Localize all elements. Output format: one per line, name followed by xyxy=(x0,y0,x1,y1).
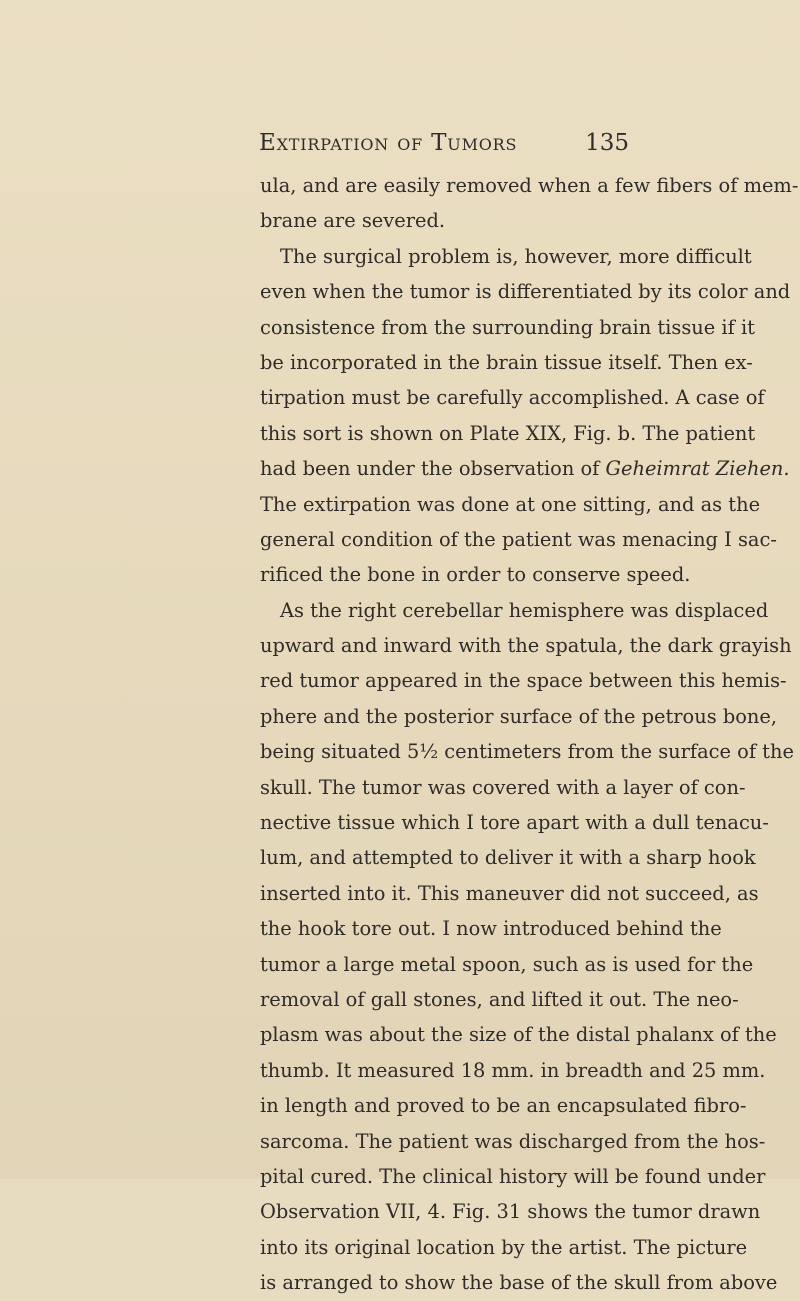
text-line: upward and inward with the spatula, the dark grayish xyxy=(260,634,792,658)
text-line: thumb. It measured 18 mm. in breadth and 25 mm. xyxy=(260,1058,766,1082)
paragraph-2 xyxy=(260,239,791,593)
paragraph-3 xyxy=(260,593,794,1301)
text-line: is arranged to show the base of the skull from above xyxy=(260,1271,778,1295)
text-line: plasm was about the size of the distal phalanx of the xyxy=(260,1023,777,1047)
text-line: rificed the bone in order to conserve speed. xyxy=(260,563,691,587)
text-line: ula, and are easily removed when a few fibers of mem- xyxy=(260,174,799,197)
text-line: skull. The tumor was covered with a layer of con- xyxy=(260,775,746,799)
text-run: had been under the observation of xyxy=(260,457,606,481)
italic-name-run: Geheimrat Ziehen. xyxy=(605,457,790,481)
text-line: be incorporated in the brain tissue itself. Then ex- xyxy=(260,350,753,374)
text-line: Observation VII, 4. Fig. 31 shows the tumor drawn xyxy=(260,1200,761,1224)
text-line: into its original location by the artist. The picture xyxy=(260,1235,748,1259)
text-line: this sort is shown on Plate XIX, Fig. b. The patient xyxy=(260,421,756,445)
text-line: tirpation must be carefully accomplished. A case of xyxy=(260,386,765,410)
running-head xyxy=(259,130,629,164)
text-line: pital cured. The clinical history will be found under xyxy=(260,1164,766,1188)
running-title: Extirpation of Tumors xyxy=(259,130,518,156)
text-line: general condition of the patient was menacing I sac- xyxy=(260,527,777,551)
body-text xyxy=(260,168,799,1301)
text-line: nective tissue which I tore apart with a dull tenacu- xyxy=(260,811,769,835)
paragraph-1 xyxy=(260,168,799,239)
text-line: removal of gall stones, and lifted it out. The neo- xyxy=(260,987,739,1011)
text-line: consistence from the surrounding brain tissue if it xyxy=(260,315,755,339)
text-line: phere and the posterior surface of the petrous bone, xyxy=(260,704,778,728)
text-line: sarcoma. The patient was discharged from the hos- xyxy=(260,1129,766,1153)
text-line: being situated 5½ centimeters from the surface of the xyxy=(260,740,794,764)
text-line: The surgical problem is, however, more difficult xyxy=(280,244,752,268)
text-line: tumor a large metal spoon, such as is used for the xyxy=(260,952,754,976)
text-line: the hook tore out. I now introduced behind the xyxy=(260,917,722,941)
text-line: red tumor appeared in the space between this hemis- xyxy=(260,669,787,693)
text-line: even when the tumor is differentiated by its color and xyxy=(260,280,791,304)
text-line-with-italic-name xyxy=(260,451,790,486)
text-line: inserted into it. This maneuver did not succeed, as xyxy=(260,881,759,905)
text-line: lum, and attempted to deliver it with a sharp hook xyxy=(260,846,756,870)
text-line: in length and proved to be an encapsulated fibro- xyxy=(260,1094,747,1118)
text-line: As the right cerebellar hemisphere was displaced xyxy=(280,598,769,622)
page-number: 135 xyxy=(585,130,629,156)
text-line: brane are severed. xyxy=(260,209,446,233)
text-line: The extirpation was done at one sitting, and as the xyxy=(260,492,761,516)
